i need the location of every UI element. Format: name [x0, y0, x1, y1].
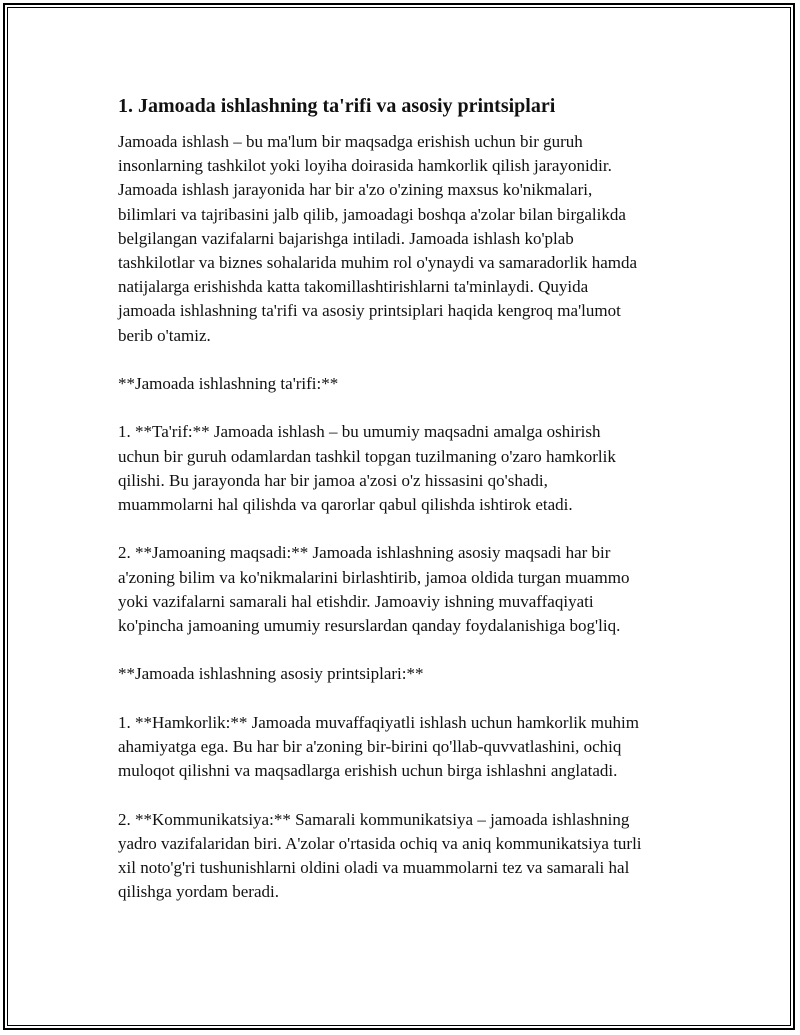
text-line: insonlarning tashkilot yoki loyiha doirasida hamkorlik qilish jarayonidir. [118, 156, 612, 176]
text-line: 2. **Kommunikatsiya:** Samarali kommunikatsiya – jamoada ishlashning [118, 809, 630, 829]
text-line: Jamoada ishlash jarayonida har bir a'zo o'zining maxsus ko'nikmalari, [118, 180, 593, 200]
text-line: ko'pincha jamoaning umumiy resurslardan qanday foydalanishiga bog'liq. [118, 616, 621, 636]
text-line: qilishga yordam beradi. [118, 882, 279, 902]
text-line: muloqot qilishni va maqsadlarga erishish uchun birga ishlashni anglatadi. [118, 761, 618, 781]
definition-item-2 [118, 541, 693, 638]
text-line: a'zoning bilim va ko'nikmalarini birlashtirib, jamoa oldida turgan muammo [118, 567, 630, 587]
text-line: belgilangan vazifalarni bajarishga intiladi. Jamoada ishlash ko'plab [118, 228, 574, 248]
text-line: ahamiyatga ega. Bu har bir a'zoning bir-birini qo'llab-quvvatlashini, ochiq [118, 737, 622, 756]
text-line: bilimlari va tajribasini jalb qilib, jamoadagi boshqa a'zolar bilan birgalikda [118, 204, 626, 224]
principles-subheading [118, 662, 693, 686]
section-heading: 1. Jamoada ishlashning ta'rifi va asosiy printsiplari [118, 95, 556, 117]
text-line: qilishi. Bu jarayonda har bir jamoa a'zosi o'z hissasini qo'shadi, [118, 470, 548, 490]
principle-item-1 [118, 711, 693, 784]
text-line: Jamoada ishlash – bu ma'lum bir maqsadga erishish uchun bir guruh [118, 132, 583, 151]
principle-item-2 [118, 808, 693, 905]
text-line: **Jamoada ishlashning ta'rifi:** [118, 374, 339, 394]
text-line: tashkilotlar va biznes sohalarida muhim rol o'ynaydi va samaradorlik hamda [118, 253, 638, 273]
intro-paragraph [118, 130, 693, 348]
text-line: 1. **Hamkorlik:** Jamoada muvaffaqiyatli ishlash uchun hamkorlik muhim [118, 712, 639, 732]
text-line: natijalarga erishishda katta takomillashtirishlarni ta'minlaydi. Quyida [118, 277, 589, 297]
text-line: xil noto'g'ri tushunishlarni oldini oladi va muammolarni tez va samarali hal [118, 858, 630, 877]
text-line: muammolarni hal qilishda va qarorlar qabul qilishda ishtirok etadi. [118, 495, 573, 515]
text-line: jamoada ishlashning ta'rifi va asosiy printsiplari haqida kengroq ma'lumot [118, 301, 621, 321]
text-line: uchun bir guruh odamlardan tashkil topgan tuzilmaning o'zaro hamkorlik [118, 446, 616, 466]
text-line: berib o'tamiz. [118, 325, 211, 345]
definition-subheading [118, 372, 693, 396]
definition-item-1 [118, 420, 693, 517]
text-line: yoki vazifalarni samarali hal etishdir. Jamoaviy ishning muvaffaqiyati [118, 591, 594, 611]
document-body [118, 92, 693, 929]
text-line: yadro vazifalaridan biri. A'zolar o'rtasida ochiq va aniq kommunikatsiya turli [118, 833, 642, 853]
text-line: 1. **Ta'rif:** Jamoada ishlash – bu umumiy maqsadni amalga oshirish [118, 422, 601, 442]
text-line: 2. **Jamoaning maqsadi:** Jamoada ishlashning asosiy maqsadi har bir [118, 543, 611, 563]
text-line: **Jamoada ishlashning asosiy printsiplari:** [118, 664, 424, 684]
